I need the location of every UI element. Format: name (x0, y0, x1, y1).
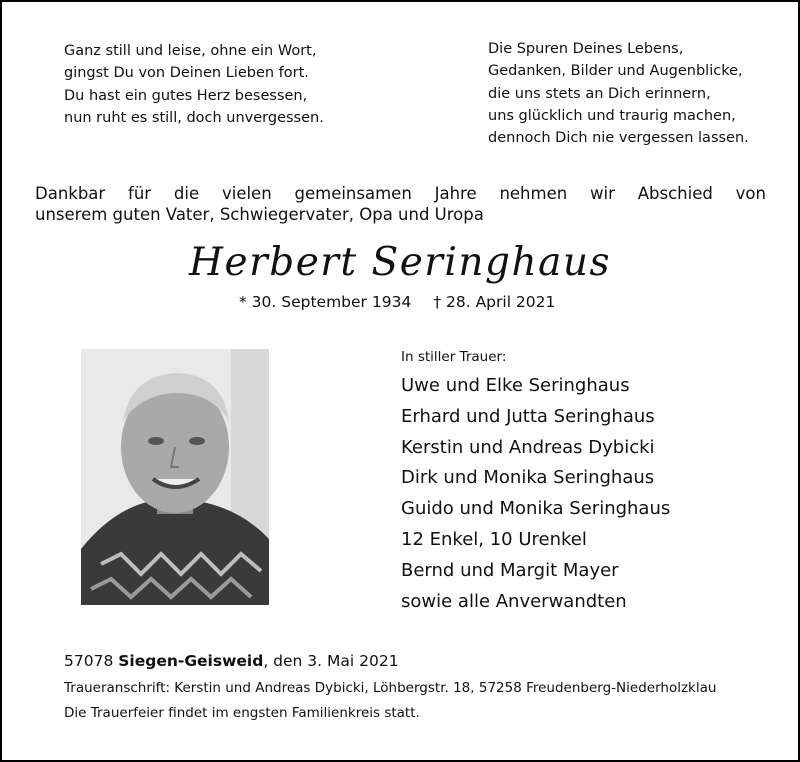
mourner-name: Dirk und Monika Seringhaus (401, 467, 655, 489)
verse-right (488, 38, 749, 149)
mourner-name: 12 Enkel, 10 Urenkel (401, 528, 587, 550)
life-dates (239, 293, 555, 311)
intro-word: Abschied (637, 184, 713, 203)
mourners-list (401, 347, 670, 617)
city-name: Siegen-Geisweid (118, 652, 264, 670)
intro-word: vielen (221, 184, 272, 203)
verse-line: die uns stets an Dich erinnern, (488, 85, 711, 102)
mourner-name: Uwe und Elke Seringhaus (401, 375, 630, 396)
intro-word: die (173, 184, 200, 203)
mourner-name: Kerstin und Andreas Dybicki (401, 436, 655, 458)
intro-word: wir (590, 184, 615, 203)
funeral-service-note: Die Trauerfeier findet im engsten Familienkreis statt. (64, 705, 420, 721)
verse-line: dennoch Dich nie vergessen lassen. (488, 130, 749, 147)
intro-word: von (735, 184, 766, 203)
birth-date: * 30. September 1934 (239, 293, 412, 311)
mourner-name: Guido und Monika Seringhaus (401, 498, 671, 520)
verse-line: Die Spuren Deines Lebens, (488, 41, 684, 57)
intro-line-1 (35, 183, 766, 204)
postcode: 57078 (64, 652, 114, 670)
intro-word: Dankbar (35, 184, 106, 203)
verse-line: gingst Du von Deinen Lieben fort. (64, 65, 309, 82)
death-date: † 28. April 2021 (433, 293, 556, 311)
intro-word: nehmen (499, 184, 568, 203)
verse-line: Ganz still und leise, ohne ein Wort, (64, 43, 317, 59)
place-and-date (64, 652, 399, 670)
farewell-intro (35, 183, 766, 225)
verse-line: Du hast ein gutes Herz besessen, (64, 87, 308, 104)
intro-word: Jahre (434, 184, 477, 203)
mourner-name: Bernd und Margit Mayer (401, 559, 619, 581)
verse-line: Gedanken, Bilder und Augenblicke, (488, 63, 743, 80)
verse-line: nun ruht es still, doch unvergessen. (64, 109, 324, 126)
intro-line-2: unserem guten Vater, Schwiegervater, Opa und Uropa (35, 205, 484, 224)
mourner-name: sowie alle Anverwandten (401, 590, 627, 612)
verse-left (64, 40, 324, 129)
portrait-photo (81, 349, 269, 605)
mourners-heading: In stiller Trauer: (401, 349, 507, 365)
deceased-name: Herbert Seringhaus (189, 240, 611, 285)
intro-word: für (128, 184, 152, 203)
mourning-address: Traueranschrift: Kerstin und Andreas Dybicki, Löhbergstr. 18, 57258 Freudenberg-Niederholzklau (64, 680, 717, 696)
intro-word: gemeinsamen (294, 184, 412, 203)
mourner-name: Erhard und Jutta Seringhaus (401, 405, 655, 427)
verse-line: uns glücklich und traurig machen, (488, 107, 736, 124)
notice-date: , den 3. Mai 2021 (263, 652, 399, 670)
